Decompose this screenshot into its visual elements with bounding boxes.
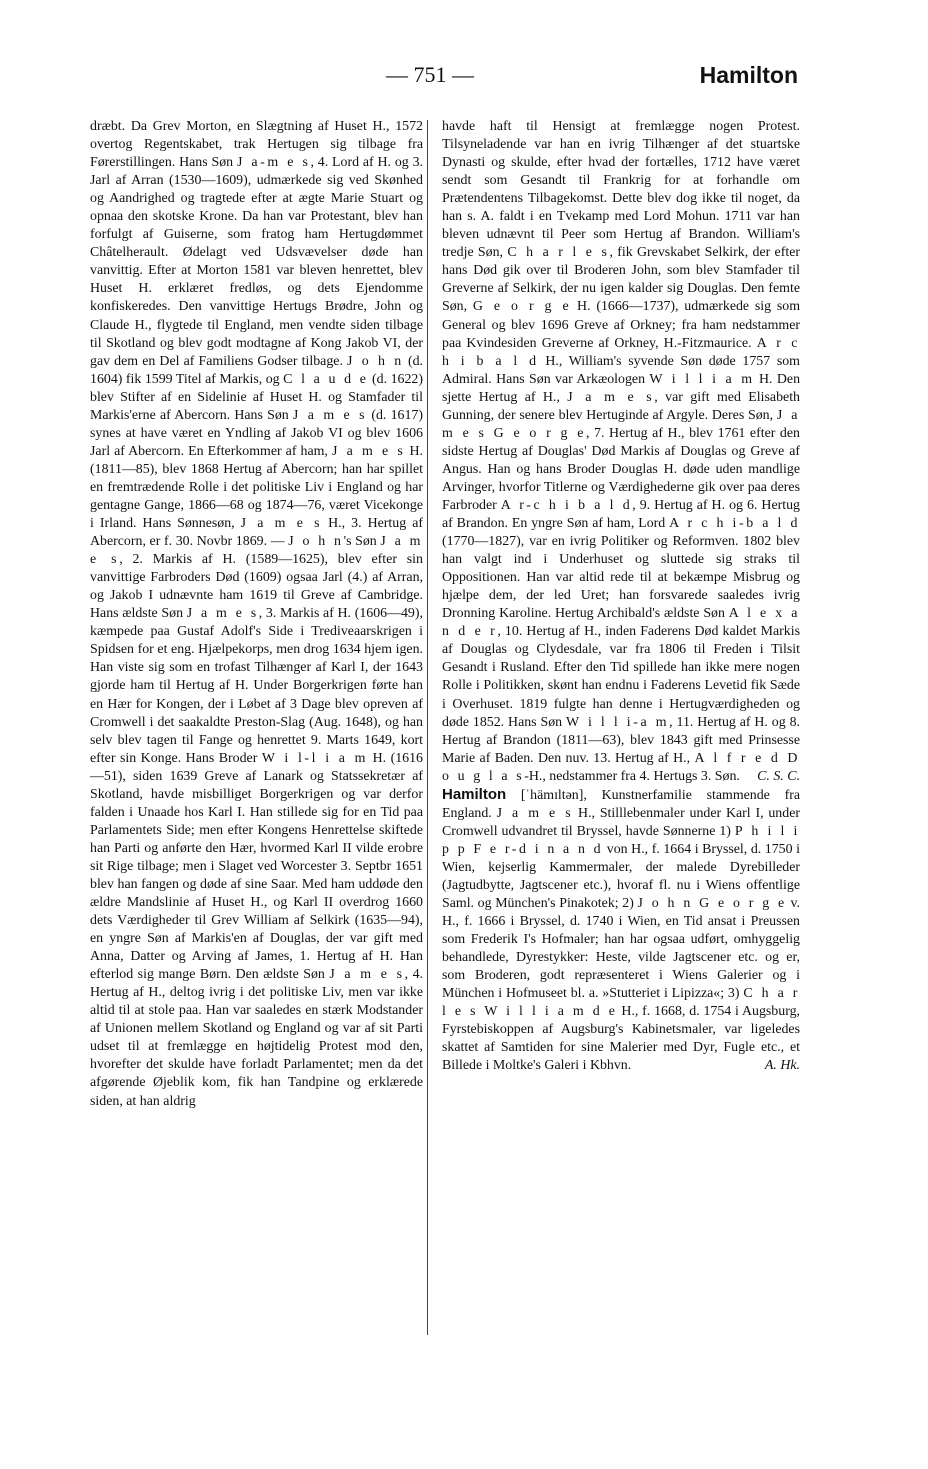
page-header: [86, 62, 798, 94]
right-column: [442, 118, 800, 1075]
page-number: — 751 —: [386, 62, 474, 87]
signature-ahk: A. Hk.: [764, 1058, 800, 1074]
running-headword: Hamilton: [699, 62, 798, 88]
right-column-text: havde haft til Hensigt at fremlægge nogen Protest. Tilsyneladende var han en ivrig Tilhænger af det stuartske Dynasti og skulde, efter hvad der fortælles, 1712 have været sendt som Gesandt til Frankrig for at forhandle om Prætendentens Tilbagekomst. Dette blev dog ikke til noget, da han s. A. faldt i en Tvekamp med Lord Mohun. 1711 var han bleven udnævnt til Peer som Hertug af Brandon. William's tredje Søn, C h a r l e s, fik Grevskabet Selkirk, der efter hans Død gik over til Broderen John, som blev Stamfader til Greverne af Selkirk, der nu igen kalder sig Douglas. Den femte Søn, G e o r g e H. (1666—1737), udmærkede sig som General og blev 1696 Greve af Orkney; fra ham nedstammer paa Kvindesiden Greverne af Orkney, H.-Fitzmaurice. A r c h i b a l d H., William's syvende Søn døde 1757 som Admiral. Hans Søn var Arkæologen W i l l i a m H. Den sjette Hertug af H., J a m e s, var gift med Elisabeth Gunning, der senere blev Hertuginde af Argyle. Deres Søn, J a m e s G e o r g e, 7. Hertug af H., blev 1761 efter den sidste Hertug af Douglas' Død Markis af Douglas og Greve af Angus. Han og hans Broder Douglas H. døde uden mandlige Arvinger, hvorfor Titlerne og Værdighederne gik over paa deres Farbroder A r-c h i b a l d, 9. Hertug af H. og 6. Hertug af Brandon. En yngre Søn af ham, Lord A r c h i-b a l d (1770—1827), var en ivrig Politiker og Reformven. 1802 blev han valgt ind i Underhuset og sluttede sig straks til Oppositionen. Han var altid rede til at bekæmpe Misbrug og hjælpe dem, der led Uret; han forsvarede saaledes ivrig Dronning Karoline. Hertug Archibald's ældste Søn A l e x a n d e r, 10. Hertug af H., inden Faderens Død kaldet Markis af Douglas og Clydesdale, var fra 1806 til Freden i Tilsit Gesandt i Rusland. Efter den Tid spillede han ikke mere nogen Rolle i Politikken, skønt han endnu i Faderens Levetid fik Sæde i Overhuset. 1819 fulgte han denne i Hertugværdigheden og døde 1852. Hans Søn W i l l i-a m, 11. Hertug af H. og 8. Hertug af Brandon (1811—63), blev 1843 gift med Prinsesse Marie af Baden. Den nuv. 13. Hertug af H., A l f r e d D o u g l a s-H., nedstammer fra 4. Hertugs 3. Søn. C. S. C.: [442, 118, 800, 786]
signature-csc: C. S. C.: [757, 768, 800, 784]
entry-headword: Hamilton: [442, 785, 507, 803]
left-column: [90, 118, 423, 1111]
entry-hamilton-artists: Hamilton [ˈhämɪltən], Kunstnerfamilie stammende fra England. J a m e s H., Stilllebenmaler under Karl I, under Cromwell udvandret til Bryssel, havde Sønnerne 1) P h i l i p p F e r-d i n a n d von H., f. 1664 i Bryssel, d. 1750 i Wien, kejserlig Kammermaler, der malede Dyrebilleder (Jagtudbytte, Jagtscener etc.), hvoraf fl. nu i Wiens offentlige Saml. og München's Pinakotek; 2) J o h n G e o r g e v. H., f. 1666 i Bryssel, d. 1740 i Wien, en Tid ansat i Preussen som Frederik I's Hofmaler; han har ogsaa udført, omhyggelig behandlede, Dyrestykker: Heste, vilde Jagtscener etc. og er, som Broderen, godt repræsenteret i Wiens Galerier og i München i Hofmuseet bl. a. »Stutteriet i Lipizza«; 3) C h a r l e s W i l l i a m d e H., f. 1668, d. 1754 i Augsburg, Fyrstebiskoppen af Augsburg's Kabinetsmaler, var ligeledes skattet af Samtiden for sine Malerier med Dyr, Fugle etc., et Billede i Moltke's Galeri i Kbhvn. A. Hk.: [442, 786, 800, 1076]
pronunciation: [ˈhämɪltən],: [506, 787, 602, 803]
left-column-text: dræbt. Da Grev Morton, en Slægtning af Huset H., 1572 overtog Regentskabet, trak Hertugen sig tilbage fra Førerstillingen. Hans Søn J a-m e s, 4. Lord af H. og 3. Jarl af Arran (1530—1609), udmærkede sig ved Skønhed og Aandrighed og tragtede efter at ægte Marie Stuart og opnaa den skotske Krone. Da han var Protestant, blev han forfulgt af Guiserne, som fratog ham Hertugdømmet Châtelherault. Ødelagt ved Udsvævelser døde han vanvittig. Efter at Morton 1581 var bleven henrettet, blev Huset H. erklæret fredløs, og dets Ejendomme konfiskeredes. Den vanvittige Hertugs Brødre, John og Claude H., flygtede til England, men vendte siden tilbage til Skotland og blev godt modtagne af Kong Jakob VI, der gav dem en Del af Familiens Godser tilbage. J o h n (d. 1604) fik 1599 Titel af Markis, og C l a u d e (d. 1622) blev Stifter af en Sidelinie af Huset H. og Stamfader til Markis'erne af Abercorn. Hans Søn J a m e s (d. 1617) synes at have været en Yndling af Jakob VI og blev 1606 Jarl af Abercorn. En Efterkommer af ham, J a m e s H. (1811—85), blev 1868 Hertug af Abercorn; han har spillet en fremtrædende Rolle i det politiske Liv i England og har gentagne Gange, 1866—68 og 1874—76, været Vicekonge i Irland. Hans Sønnesøn, J a m e s H., 3. Hertug af Abercorn, er f. 30. Novbr 1869. — J o h n's Søn J a m e s, 2. Markis af H. (1589—1625), blev efter sin vanvittige Farbroders Død (1609) ogsaa Jarl (4.) af Arran, og Jakob I udnævnte ham 1619 til Greve af Cambridge. Hans ældste Søn J a m e s, 3. Markis af H. (1606—49), kæmpede paa Gustaf Adolf's Side i Trediveaarskrigen i Spidsen for et eng. Hjælpekorps, men drog 1634 hjem igen. Han viste sig som en trofast Tilhænger af Karl I, der 1643 gjorde ham til Hertug af H. Under Borgerkrigen førte han en Hær for Kongen, der i Løbet af 3 Dage blev opreven af Cromwell i det saakaldte Preston-Slag (Aug. 1648), og han selv blev tagen til Fange og henrettet 9. Marts 1649, kort efter sin Konge. Hans Broder W i l-l i a m H. (1616—51), siden 1639 Greve af Lanark og Statssekretær af Skotland, havde misbilliget Borgerkrigen og var derfor falden i Unaade hos Karl I. Han stillede sig for en Tid paa Parlamentets Side; men efter Kongens Henrettelse skiftede han Parti og anførte den Hær, hvormed Karl II vilde erobre sit Rige tilbage; men i Slaget ved Worcester 3. Septbr 1651 blev han fangen og døde af sine Saar. Med ham uddøde den ældre Mandslinie af Huset H., og Karl II overdrog 1660 dets Værdigheder til Grev William af Selkirk (1635—94), en yngre Søn af Markis'en af Douglas, der var gift med Anna, Datter og Arving af James, 1. Hertug af H. Han efterlod sig mange Børn. Den ældste Søn J a m e s, 4. Hertug af H., deltog ivrig i det politiske Liv, men var ikke altid til at stole paa. Han var saaledes en stærk Modstander af Unionen mellem Skotland og England og var af sit Parti udset til at fremlægge en højtidelig Protest mod den, hvorefter det skulde have forladt Parlamentet; men da det afgørende Øjeblik kom, fik han Tandpine og erklærede siden, at han aldrig: [90, 119, 424, 1109]
column-divider: [427, 120, 428, 1335]
